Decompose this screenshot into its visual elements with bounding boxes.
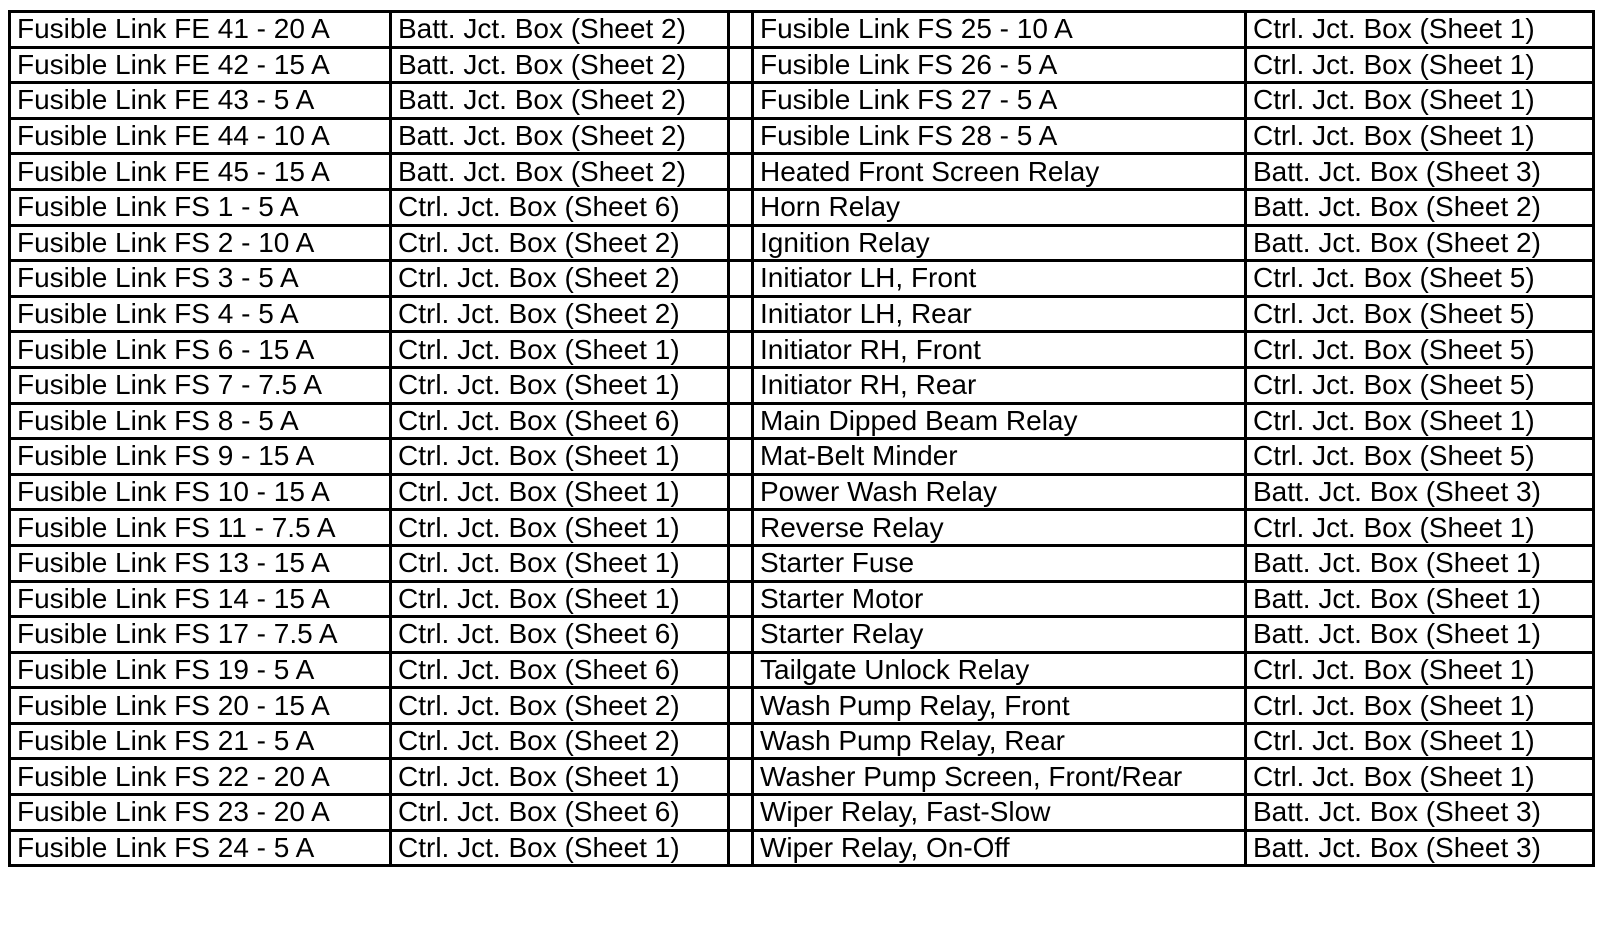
component-cell-right: Washer Pump Screen, Front/Rear <box>753 759 1246 795</box>
component-cell-left: Fusible Link FS 13 - 15 A <box>10 545 391 581</box>
table-row <box>10 474 1594 510</box>
table-row <box>10 581 1594 617</box>
table-row <box>10 830 1594 866</box>
table-row <box>10 225 1594 261</box>
column-divider <box>729 296 753 332</box>
component-cell-right: Starter Relay <box>753 617 1246 653</box>
component-cell-right: Wash Pump Relay, Rear <box>753 723 1246 759</box>
table-row <box>10 439 1594 475</box>
location-cell-left: Ctrl. Jct. Box (Sheet 6) <box>391 617 729 653</box>
component-cell-right: Fusible Link FS 25 - 10 A <box>753 12 1246 48</box>
component-cell-right: Ignition Relay <box>753 225 1246 261</box>
component-cell-right: Power Wash Relay <box>753 474 1246 510</box>
column-divider <box>729 83 753 119</box>
component-cell-left: Fusible Link FE 43 - 5 A <box>10 83 391 119</box>
table-row <box>10 261 1594 297</box>
location-cell-right: Ctrl. Jct. Box (Sheet 1) <box>1246 723 1594 759</box>
table-row <box>10 510 1594 546</box>
location-cell-left: Batt. Jct. Box (Sheet 2) <box>391 118 729 154</box>
location-cell-left: Ctrl. Jct. Box (Sheet 1) <box>391 510 729 546</box>
component-cell-right: Initiator RH, Rear <box>753 367 1246 403</box>
component-cell-left: Fusible Link FS 20 - 15 A <box>10 688 391 724</box>
component-cell-right: Wiper Relay, On-Off <box>753 830 1246 866</box>
location-cell-right: Batt. Jct. Box (Sheet 3) <box>1246 474 1594 510</box>
table-row <box>10 47 1594 83</box>
location-cell-right: Ctrl. Jct. Box (Sheet 1) <box>1246 688 1594 724</box>
table-row <box>10 189 1594 225</box>
column-divider <box>729 474 753 510</box>
component-cell-right: Fusible Link FS 27 - 5 A <box>753 83 1246 119</box>
column-divider <box>729 688 753 724</box>
component-cell-right: Heated Front Screen Relay <box>753 154 1246 190</box>
location-cell-left: Ctrl. Jct. Box (Sheet 6) <box>391 652 729 688</box>
component-cell-left: Fusible Link FS 19 - 5 A <box>10 652 391 688</box>
component-location-index <box>8 10 1592 867</box>
table-row <box>10 12 1594 48</box>
location-cell-left: Ctrl. Jct. Box (Sheet 1) <box>391 332 729 368</box>
column-divider <box>729 189 753 225</box>
component-cell-left: Fusible Link FS 7 - 7.5 A <box>10 367 391 403</box>
location-cell-left: Ctrl. Jct. Box (Sheet 1) <box>391 439 729 475</box>
location-cell-left: Batt. Jct. Box (Sheet 2) <box>391 154 729 190</box>
table-row <box>10 83 1594 119</box>
location-cell-left: Ctrl. Jct. Box (Sheet 2) <box>391 296 729 332</box>
table-row <box>10 296 1594 332</box>
column-divider <box>729 759 753 795</box>
column-divider <box>729 652 753 688</box>
component-cell-left: Fusible Link FS 3 - 5 A <box>10 261 391 297</box>
location-cell-right: Ctrl. Jct. Box (Sheet 1) <box>1246 12 1594 48</box>
component-cell-right: Initiator LH, Front <box>753 261 1246 297</box>
column-divider <box>729 403 753 439</box>
column-divider <box>729 510 753 546</box>
component-cell-right: Initiator LH, Rear <box>753 296 1246 332</box>
column-divider <box>729 12 753 48</box>
component-cell-left: Fusible Link FS 9 - 15 A <box>10 439 391 475</box>
component-cell-right: Tailgate Unlock Relay <box>753 652 1246 688</box>
table-row <box>10 759 1594 795</box>
table-row <box>10 688 1594 724</box>
table-row <box>10 545 1594 581</box>
component-cell-left: Fusible Link FS 1 - 5 A <box>10 189 391 225</box>
component-cell-right: Fusible Link FS 28 - 5 A <box>753 118 1246 154</box>
location-cell-left: Batt. Jct. Box (Sheet 2) <box>391 83 729 119</box>
component-cell-left: Fusible Link FE 44 - 10 A <box>10 118 391 154</box>
location-cell-right: Batt. Jct. Box (Sheet 2) <box>1246 225 1594 261</box>
location-cell-right: Batt. Jct. Box (Sheet 3) <box>1246 795 1594 831</box>
location-cell-right: Ctrl. Jct. Box (Sheet 1) <box>1246 759 1594 795</box>
column-divider <box>729 261 753 297</box>
table-row <box>10 332 1594 368</box>
table-row <box>10 723 1594 759</box>
column-divider <box>729 795 753 831</box>
component-cell-left: Fusible Link FS 4 - 5 A <box>10 296 391 332</box>
column-divider <box>729 581 753 617</box>
location-cell-right: Batt. Jct. Box (Sheet 1) <box>1246 545 1594 581</box>
location-cell-right: Ctrl. Jct. Box (Sheet 5) <box>1246 332 1594 368</box>
component-cell-left: Fusible Link FE 42 - 15 A <box>10 47 391 83</box>
column-divider <box>729 118 753 154</box>
column-divider <box>729 367 753 403</box>
location-cell-left: Ctrl. Jct. Box (Sheet 1) <box>391 830 729 866</box>
table-row <box>10 795 1594 831</box>
component-cell-left: Fusible Link FS 8 - 5 A <box>10 403 391 439</box>
component-cell-right: Wiper Relay, Fast-Slow <box>753 795 1246 831</box>
column-divider <box>729 830 753 866</box>
location-cell-left: Ctrl. Jct. Box (Sheet 2) <box>391 225 729 261</box>
location-cell-right: Batt. Jct. Box (Sheet 3) <box>1246 830 1594 866</box>
component-cell-right: Fusible Link FS 26 - 5 A <box>753 47 1246 83</box>
table-row <box>10 118 1594 154</box>
column-divider <box>729 439 753 475</box>
location-cell-left: Ctrl. Jct. Box (Sheet 1) <box>391 545 729 581</box>
component-location-table <box>8 10 1595 867</box>
location-cell-left: Ctrl. Jct. Box (Sheet 1) <box>391 474 729 510</box>
component-cell-left: Fusible Link FS 11 - 7.5 A <box>10 510 391 546</box>
location-cell-right: Ctrl. Jct. Box (Sheet 1) <box>1246 510 1594 546</box>
location-cell-right: Batt. Jct. Box (Sheet 1) <box>1246 581 1594 617</box>
location-cell-right: Ctrl. Jct. Box (Sheet 1) <box>1246 47 1594 83</box>
location-cell-right: Ctrl. Jct. Box (Sheet 1) <box>1246 652 1594 688</box>
component-cell-right: Reverse Relay <box>753 510 1246 546</box>
component-cell-left: Fusible Link FS 22 - 20 A <box>10 759 391 795</box>
column-divider <box>729 723 753 759</box>
column-divider <box>729 154 753 190</box>
component-cell-left: Fusible Link FS 23 - 20 A <box>10 795 391 831</box>
component-cell-left: Fusible Link FS 21 - 5 A <box>10 723 391 759</box>
location-cell-left: Ctrl. Jct. Box (Sheet 6) <box>391 795 729 831</box>
column-divider <box>729 47 753 83</box>
component-cell-left: Fusible Link FS 6 - 15 A <box>10 332 391 368</box>
location-cell-left: Ctrl. Jct. Box (Sheet 2) <box>391 261 729 297</box>
component-cell-left: Fusible Link FE 41 - 20 A <box>10 12 391 48</box>
column-divider <box>729 617 753 653</box>
component-cell-left: Fusible Link FE 45 - 15 A <box>10 154 391 190</box>
location-cell-left: Batt. Jct. Box (Sheet 2) <box>391 47 729 83</box>
component-cell-right: Horn Relay <box>753 189 1246 225</box>
component-cell-left: Fusible Link FS 2 - 10 A <box>10 225 391 261</box>
location-cell-right: Ctrl. Jct. Box (Sheet 5) <box>1246 261 1594 297</box>
table-row <box>10 403 1594 439</box>
component-cell-left: Fusible Link FS 17 - 7.5 A <box>10 617 391 653</box>
component-cell-left: Fusible Link FS 14 - 15 A <box>10 581 391 617</box>
location-cell-right: Ctrl. Jct. Box (Sheet 5) <box>1246 296 1594 332</box>
table-row <box>10 617 1594 653</box>
location-cell-left: Ctrl. Jct. Box (Sheet 1) <box>391 581 729 617</box>
location-cell-left: Ctrl. Jct. Box (Sheet 2) <box>391 688 729 724</box>
component-cell-right: Main Dipped Beam Relay <box>753 403 1246 439</box>
location-cell-right: Ctrl. Jct. Box (Sheet 5) <box>1246 439 1594 475</box>
location-cell-left: Ctrl. Jct. Box (Sheet 1) <box>391 367 729 403</box>
table-row <box>10 154 1594 190</box>
component-cell-right: Mat-Belt Minder <box>753 439 1246 475</box>
location-cell-right: Ctrl. Jct. Box (Sheet 1) <box>1246 403 1594 439</box>
column-divider <box>729 545 753 581</box>
location-cell-right: Batt. Jct. Box (Sheet 1) <box>1246 617 1594 653</box>
table-row <box>10 367 1594 403</box>
component-cell-left: Fusible Link FS 10 - 15 A <box>10 474 391 510</box>
location-cell-right: Batt. Jct. Box (Sheet 2) <box>1246 189 1594 225</box>
table-body <box>10 12 1594 866</box>
component-cell-left: Fusible Link FS 24 - 5 A <box>10 830 391 866</box>
location-cell-right: Batt. Jct. Box (Sheet 3) <box>1246 154 1594 190</box>
location-cell-left: Batt. Jct. Box (Sheet 2) <box>391 12 729 48</box>
column-divider <box>729 225 753 261</box>
component-cell-right: Starter Fuse <box>753 545 1246 581</box>
location-cell-left: Ctrl. Jct. Box (Sheet 6) <box>391 189 729 225</box>
location-cell-right: Ctrl. Jct. Box (Sheet 1) <box>1246 118 1594 154</box>
component-cell-right: Wash Pump Relay, Front <box>753 688 1246 724</box>
location-cell-left: Ctrl. Jct. Box (Sheet 2) <box>391 723 729 759</box>
component-cell-right: Starter Motor <box>753 581 1246 617</box>
location-cell-left: Ctrl. Jct. Box (Sheet 6) <box>391 403 729 439</box>
location-cell-left: Ctrl. Jct. Box (Sheet 1) <box>391 759 729 795</box>
table-row <box>10 652 1594 688</box>
location-cell-right: Ctrl. Jct. Box (Sheet 5) <box>1246 367 1594 403</box>
column-divider <box>729 332 753 368</box>
location-cell-right: Ctrl. Jct. Box (Sheet 1) <box>1246 83 1594 119</box>
component-cell-right: Initiator RH, Front <box>753 332 1246 368</box>
